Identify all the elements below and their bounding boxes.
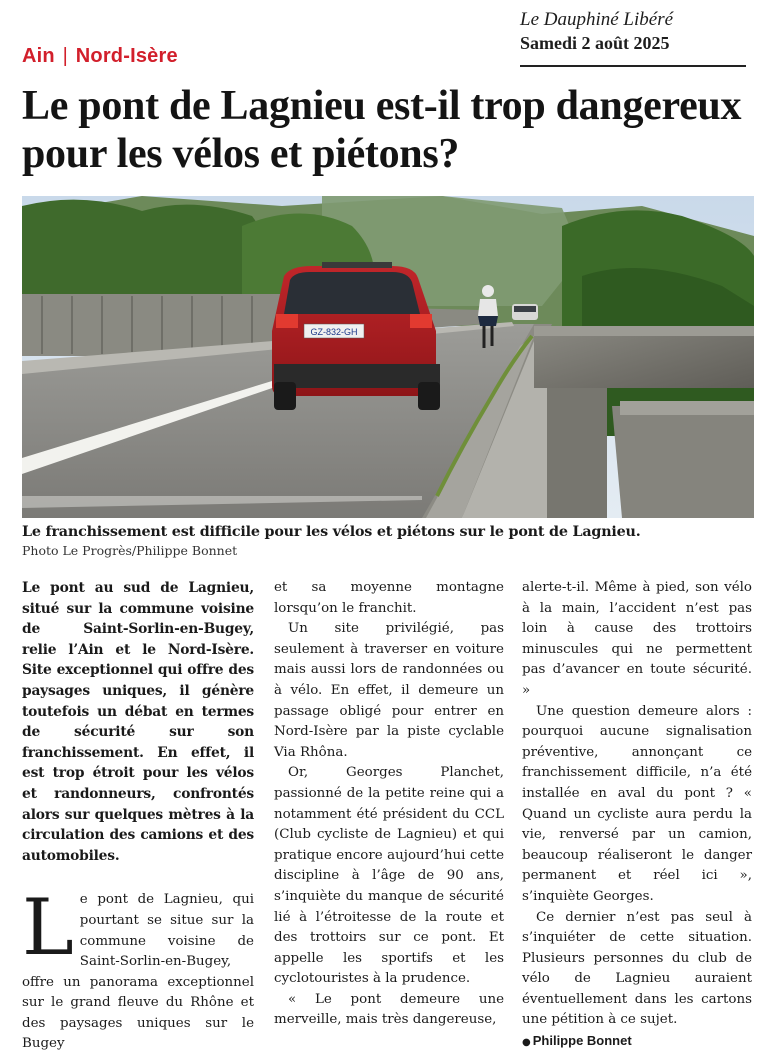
body-paragraph-6: Ce dernier n’est pas seul à s’inquiéter de cette situation. Plusieurs personnes du club de vélo de Lagnieu auraient éventuellement dans les cartons une pétition à ce sujet. [522,909,752,1028]
body-paragraph-1 [22,883,254,1055]
newspaper-name: Le Dauphiné Libéré [520,9,674,30]
kicker-region-nord-isere: Nord-Isère [75,45,178,67]
publication-date: Samedi 2 août 2025 [520,33,670,53]
signature-bullet: ● [522,1037,531,1049]
body-paragraph-3: Or, Georges Planchet, passionné de la petite reine qui a notamment été président du CCL (Club cycliste de Lagnieu) et qui pratique encore aujourd’hui cette discipline à l’âge de 90 ans, s’inquiète du manque de sécurité lié à l’étroitesse de la route et des trottoirs sur ce pont. Et appelle les sportifs et les cyclotouristes à la prudence. [274,765,504,987]
author-signature [522,1031,752,1054]
masthead [520,8,746,54]
photo-credit: Photo Le Progrès/Philippe Bonnet [22,543,238,558]
body-paragraph-5: Une question demeure alors : pourquoi aucune signalisation préventive, annonçant ce franchissement difficile, n’a été installée en aval du pont ? « Quand un cycliste aura perdu la vie, renversé par un camion, beaucoup réaliseront le danger permanent et réel ici », s’inquiète Georges. [522,703,752,904]
article-column-1 [22,578,254,1055]
article-lead: Le pont au sud de Lagnieu, situé sur la commune voisine de Saint-Sorlin-en-Bugey, relie l’Ain et le Nord-Isère. Site exceptionnel qui offre des paysages uniques, il génère toutefois un débat en termes de sécurité sur son franchissement. En effet, il est trop étroit pour les vélos et randonneurs, confrontés alors sur quelques mètres à la circulation des camions et des automobiles. [22,580,254,864]
drop-cap: L [22,883,74,974]
kicker-region-ain: Ain [22,45,55,67]
article-photo [22,196,754,518]
masthead-divider [520,65,746,67]
section-kicker [22,45,178,68]
article-column-3 [522,578,752,1054]
body-paragraph-2: Un site privilégié, pas seulement à traverser en voiture mais aussi lors de randonnées ou à vélo. En effet, il demeure un passage obligé pour entrer en Nord-Isère par la piste cyclable Via Rhôna. [274,621,504,760]
article-headline: Le pont de Lagnieu est-il trop dangereux pour les vélos et piétons? [22,83,742,177]
article-column-2 [274,578,504,1031]
body-paragraph-4: « Le pont demeure une merveille, mais très dangereuse, [274,991,504,1028]
photo-caption: Le franchissement est difficile pour les vélos et piétons sur le pont de Lagnieu. [22,524,641,540]
body-paragraph-4-continued: alerte-t-il. Même à pied, son vélo à la main, l’accident n’est pas loin à cause des trottoirs minuscules qui ne permettent pas d’avancer en toute sécurité. » [522,580,752,698]
body-paragraph-1-continued: et sa moyenne montagne lorsqu’on le franchit. [274,580,504,616]
body-paragraph-1-text: e pont de Lagnieu, qui pourtant se situe sur la commune voisine de Saint-Sorlin-en-Bugey, offre un panorama exceptionnel sur le grand fleuve du Rhône et des paysages uniques sur le Bugey [22,892,254,1052]
kicker-separator: | [62,45,68,67]
license-plate-text: GZ-832-GH [310,327,358,337]
author-name: Philippe Bonnet [532,1033,632,1049]
